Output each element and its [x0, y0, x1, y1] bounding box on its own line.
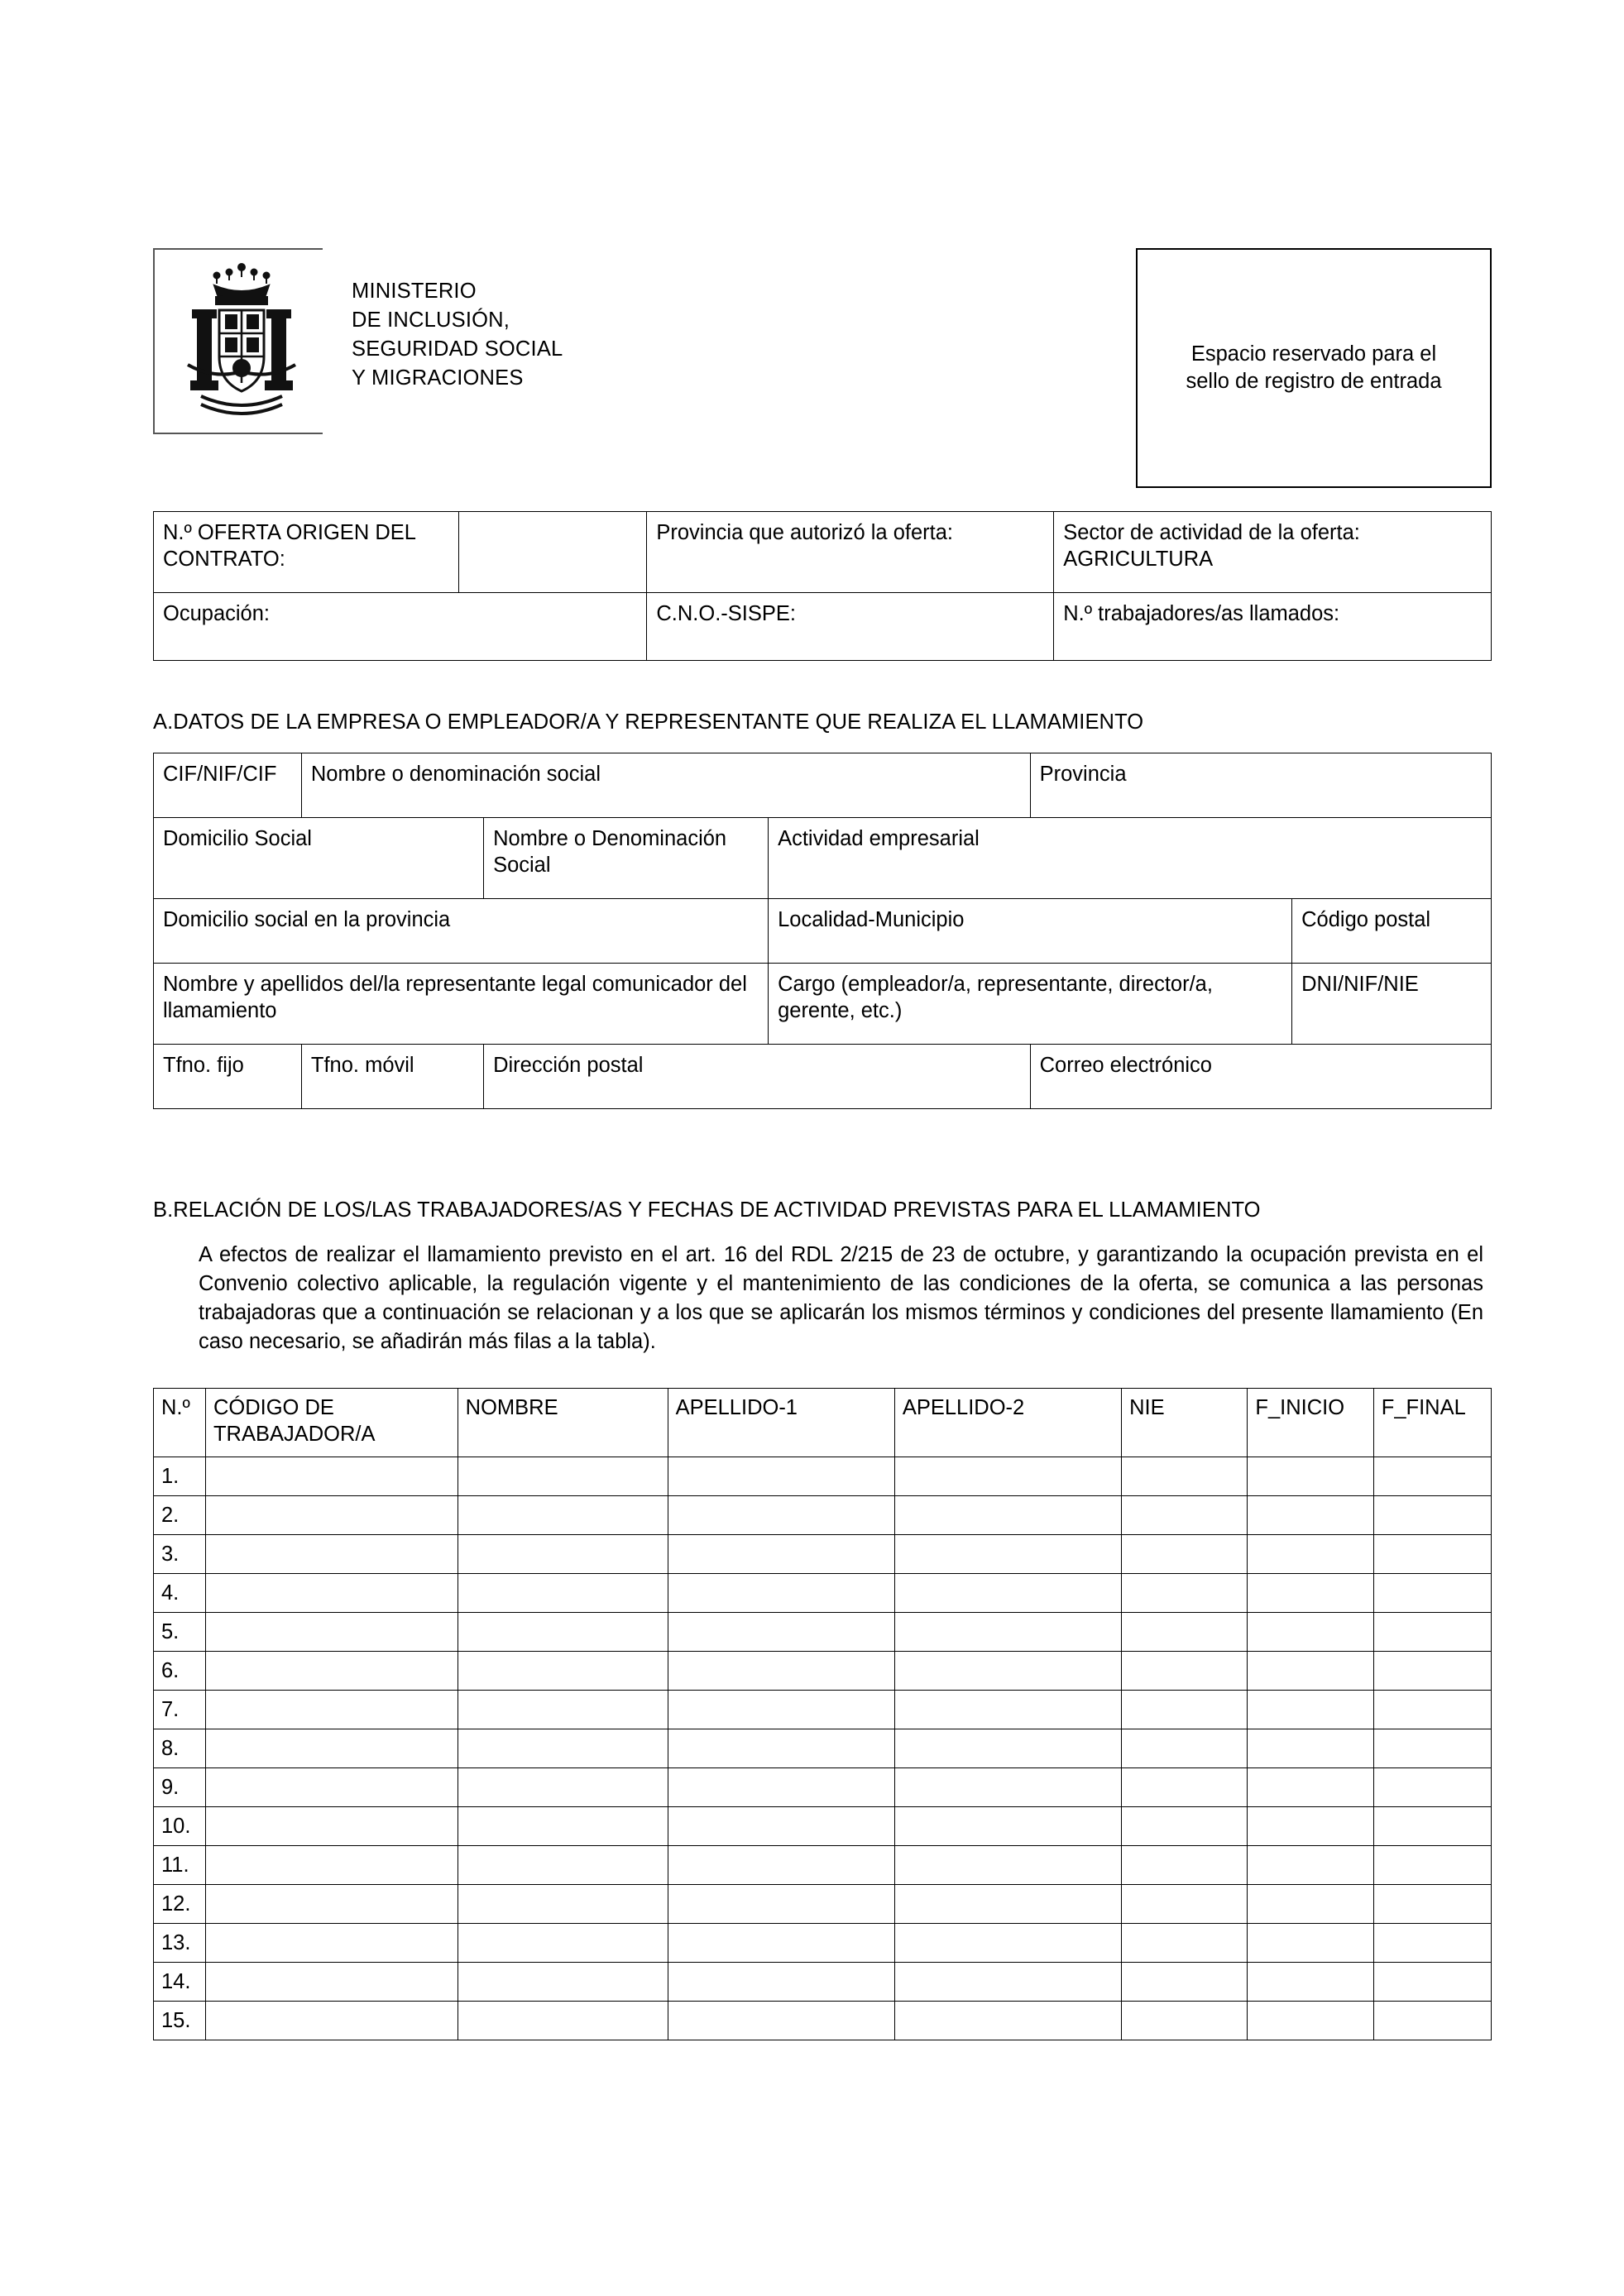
cell-apellido2[interactable] [894, 1846, 1121, 1885]
cno-label[interactable]: C.N.O.-SISPE: [647, 593, 1054, 661]
cell-codigo[interactable] [205, 1846, 457, 1885]
cell-apellido1[interactable] [668, 1885, 894, 1924]
cell-nie[interactable] [1122, 2002, 1248, 2040]
cell-f-inicio[interactable] [1248, 1885, 1373, 1924]
row-number: 5. [154, 1613, 206, 1652]
ministry-line-1: MINISTERIO [352, 280, 477, 303]
cell-f-inicio[interactable] [1248, 1963, 1373, 2002]
company-name-label[interactable]: Nombre o denominación social [301, 753, 1030, 818]
sector-value[interactable]: AGRICULTURA [1063, 548, 1214, 571]
cell-apellido2[interactable] [894, 2002, 1121, 2040]
cell-codigo[interactable] [205, 1885, 457, 1924]
cell-nombre[interactable] [457, 1496, 668, 1535]
col-header-codigo: CÓDIGO DE TRABAJADOR/A [205, 1389, 457, 1457]
cell-apellido1[interactable] [668, 1846, 894, 1885]
cell-f-inicio[interactable] [1248, 1729, 1373, 1768]
cell-apellido2[interactable] [894, 1807, 1121, 1846]
table-row [154, 512, 1492, 593]
col-header-f-inicio: F_INICIO [1248, 1389, 1373, 1457]
document-header [153, 248, 1492, 488]
registry-stamp-box [1136, 248, 1492, 488]
table-row [154, 899, 1492, 964]
cell-f-inicio[interactable] [1248, 1652, 1373, 1691]
cell-f-inicio[interactable] [1248, 1613, 1373, 1652]
cell-codigo[interactable] [205, 1691, 457, 1729]
row-number: 2. [154, 1496, 206, 1535]
cell-nombre[interactable] [457, 1535, 668, 1574]
sector-cell [1054, 512, 1492, 593]
cell-nombre[interactable] [457, 2002, 668, 2040]
row-number: 8. [154, 1729, 206, 1768]
table-row [154, 1768, 1492, 1807]
cell-nie[interactable] [1122, 1924, 1248, 1963]
section-b-title: B.RELACIÓN DE LOS/LAS TRABAJADORES/AS Y FECHAS DE ACTIVIDAD PREVISTAS PARA EL LLAMAMIENTO [153, 1198, 1261, 1222]
ministry-line-3: SEGURIDAD SOCIAL [352, 337, 563, 361]
cell-f-final[interactable] [1373, 1729, 1491, 1768]
stamp-box-line-2: sello de registro de entrada [1186, 370, 1442, 393]
company-data-table [153, 753, 1492, 1109]
table-row [154, 1613, 1492, 1652]
phone-fixed-label[interactable]: Tfno. fijo [154, 1045, 302, 1109]
offer-number-value[interactable] [458, 512, 646, 593]
registered-address-label[interactable]: Domicilio Social [154, 818, 484, 899]
cell-codigo[interactable] [205, 1457, 457, 1496]
cell-apellido1[interactable] [668, 1574, 894, 1613]
table-row [154, 1691, 1492, 1729]
cell-codigo[interactable] [205, 1574, 457, 1613]
postal-address-label[interactable]: Dirección postal [484, 1045, 1031, 1109]
row-number: 11. [154, 1846, 206, 1885]
cell-nie[interactable] [1122, 1691, 1248, 1729]
cell-f-final[interactable] [1373, 1496, 1491, 1535]
cell-apellido1[interactable] [668, 1496, 894, 1535]
cell-apellido2[interactable] [894, 1729, 1121, 1768]
cif-label[interactable]: CIF/NIF/CIF [154, 753, 302, 818]
row-number: 9. [154, 1768, 206, 1807]
cell-nombre[interactable] [457, 1574, 668, 1613]
table-header-row [154, 1389, 1492, 1457]
cell-apellido2[interactable] [894, 1613, 1121, 1652]
cell-nie[interactable] [1122, 1652, 1248, 1691]
cell-f-final[interactable] [1373, 2002, 1491, 2040]
cell-nie[interactable] [1122, 1729, 1248, 1768]
row-number: 10. [154, 1807, 206, 1846]
cell-codigo[interactable] [205, 1924, 457, 1963]
cell-apellido1[interactable] [668, 1729, 894, 1768]
cell-f-final[interactable] [1373, 1691, 1491, 1729]
stamp-box-line-1: Espacio reservado para el [1190, 342, 1437, 366]
cell-nie[interactable] [1122, 1574, 1248, 1613]
cell-codigo[interactable] [205, 1535, 457, 1574]
row-number: 7. [154, 1691, 206, 1729]
col-header-nombre: NOMBRE [457, 1389, 668, 1457]
cell-f-inicio[interactable] [1248, 1924, 1373, 1963]
table-row [154, 1535, 1492, 1574]
cell-apellido1[interactable] [668, 1613, 894, 1652]
row-number: 6. [154, 1652, 206, 1691]
table-row [154, 1496, 1492, 1535]
row-number: 14. [154, 1963, 206, 2002]
table-row [154, 964, 1492, 1045]
cell-f-inicio[interactable] [1248, 1574, 1373, 1613]
spain-coat-of-arms-icon [153, 248, 323, 434]
cell-nie[interactable] [1122, 1807, 1248, 1846]
cell-apellido2[interactable] [894, 1768, 1121, 1807]
locality-label[interactable]: Localidad-Municipio [769, 899, 1292, 964]
cell-apellido2[interactable] [894, 1924, 1121, 1963]
cell-f-inicio[interactable] [1248, 1846, 1373, 1885]
table-row [154, 753, 1492, 818]
col-header-no: N.º [154, 1389, 206, 1457]
table-row [154, 1729, 1492, 1768]
cell-f-final[interactable] [1373, 1535, 1491, 1574]
row-number: 13. [154, 1924, 206, 1963]
col-header-f-final: F_FINAL [1373, 1389, 1491, 1457]
position-label[interactable]: Cargo (empleador/a, representante, director/a, gerente, etc.) [769, 964, 1292, 1045]
cell-f-inicio[interactable] [1248, 2002, 1373, 2040]
row-number: 12. [154, 1885, 206, 1924]
cell-apellido1[interactable] [668, 1652, 894, 1691]
ministry-line-2: DE INCLUSIÓN, [352, 309, 510, 332]
cell-codigo[interactable] [205, 2002, 457, 2040]
ministry-block [153, 248, 563, 434]
dni-label[interactable]: DNI/NIF/NIE [1292, 964, 1492, 1045]
cell-f-inicio[interactable] [1248, 1768, 1373, 1807]
province-label[interactable]: Provincia [1030, 753, 1491, 818]
occupation-label[interactable]: Ocupación: [154, 593, 647, 661]
cell-nombre[interactable] [457, 1807, 668, 1846]
cell-f-inicio[interactable] [1248, 1457, 1373, 1496]
cell-apellido1[interactable] [668, 1924, 894, 1963]
offer-info-table [153, 511, 1492, 661]
cell-f-final[interactable] [1373, 1768, 1491, 1807]
cell-codigo[interactable] [205, 1729, 457, 1768]
cell-f-inicio[interactable] [1248, 1807, 1373, 1846]
section-b-paragraph: A efectos de realizar el llamamiento previsto en el art. 16 del RDL 2/215 de 23 de octubre, y garantizando la ocupación prevista en el Convenio colectivo aplicable, la regulación vigente y el mantenimiento de las condiciones de la oferta, se comunica a las personas trabajadoras que a continuación se relacionan y a los que se aplicarán los mismos términos y condiciones del presente llamamiento (En caso necesario, se añadirán más filas a la tabla). [199, 1243, 1483, 1353]
phone-mobile-label[interactable]: Tfno. móvil [301, 1045, 483, 1109]
cell-apellido1[interactable] [668, 2002, 894, 2040]
col-header-apellido1: APELLIDO-1 [668, 1389, 894, 1457]
table-row [154, 1924, 1492, 1963]
row-number: 1. [154, 1457, 206, 1496]
cell-apellido2[interactable] [894, 1535, 1121, 1574]
table-row [154, 1457, 1492, 1496]
cell-nie[interactable] [1122, 1457, 1248, 1496]
cell-apellido2[interactable] [894, 1691, 1121, 1729]
address-in-province-label[interactable]: Domicilio social en la provincia [154, 899, 769, 964]
cell-f-inicio[interactable] [1248, 1496, 1373, 1535]
cell-f-final[interactable] [1373, 1652, 1491, 1691]
cell-nie[interactable] [1122, 1846, 1248, 1885]
cell-codigo[interactable] [205, 1496, 457, 1535]
cell-f-final[interactable] [1373, 1613, 1491, 1652]
cell-f-final[interactable] [1373, 1807, 1491, 1846]
cell-apellido1[interactable] [668, 1457, 894, 1496]
cell-f-inicio[interactable] [1248, 1535, 1373, 1574]
table-row [154, 1045, 1492, 1109]
cell-apellido2[interactable] [894, 1496, 1121, 1535]
row-number: 4. [154, 1574, 206, 1613]
ministry-line-4: Y MIGRACIONES [352, 366, 524, 390]
table-row [154, 2002, 1492, 2040]
cell-nombre[interactable] [457, 1652, 668, 1691]
cell-nombre[interactable] [457, 1924, 668, 1963]
cell-nombre[interactable] [457, 1457, 668, 1496]
cell-nie[interactable] [1122, 1963, 1248, 2002]
cell-apellido1[interactable] [668, 1807, 894, 1846]
workers-called-label[interactable]: N.º trabajadores/as llamados: [1054, 593, 1492, 661]
cell-nombre[interactable] [457, 1613, 668, 1652]
table-row [154, 1885, 1492, 1924]
table-row [154, 1963, 1492, 2002]
cell-nie[interactable] [1122, 1768, 1248, 1807]
offer-number-label: N.º OFERTA ORIGEN DEL CONTRATO: [154, 512, 459, 593]
table-row [154, 818, 1492, 899]
cell-nombre[interactable] [457, 1885, 668, 1924]
cell-apellido2[interactable] [894, 1963, 1121, 2002]
table-row [154, 1652, 1492, 1691]
cell-f-final[interactable] [1373, 1963, 1491, 2002]
cell-codigo[interactable] [205, 1613, 457, 1652]
section-a-title: A.DATOS DE LA EMPRESA O EMPLEADOR/A Y REPRESENTANTE QUE REALIZA EL LLAMAMIENTO [153, 710, 1144, 734]
cell-apellido1[interactable] [668, 1535, 894, 1574]
sector-label: Sector de actividad de la oferta: [1063, 521, 1360, 544]
workers-table [153, 1388, 1492, 2040]
cell-f-final[interactable] [1373, 1846, 1491, 1885]
cell-nombre[interactable] [457, 1729, 668, 1768]
cell-nie[interactable] [1122, 1613, 1248, 1652]
email-label[interactable]: Correo electrónico [1030, 1045, 1491, 1109]
table-row [154, 1807, 1492, 1846]
cell-nombre[interactable] [457, 1768, 668, 1807]
cell-nie[interactable] [1122, 1885, 1248, 1924]
cell-apellido1[interactable] [668, 1768, 894, 1807]
cell-f-inicio[interactable] [1248, 1691, 1373, 1729]
cell-f-final[interactable] [1373, 1574, 1491, 1613]
cell-codigo[interactable] [205, 1963, 457, 2002]
cell-nie[interactable] [1122, 1496, 1248, 1535]
ministry-name [352, 277, 563, 393]
cell-nie[interactable] [1122, 1535, 1248, 1574]
province-label: Provincia que autorizó la oferta: [647, 512, 1054, 593]
table-row [154, 1574, 1492, 1613]
business-activity-label[interactable]: Actividad empresarial [769, 818, 1492, 899]
col-header-apellido2: APELLIDO-2 [894, 1389, 1121, 1457]
row-number: 15. [154, 2002, 206, 2040]
cell-nombre[interactable] [457, 1691, 668, 1729]
cell-codigo[interactable] [205, 1652, 457, 1691]
col-header-nie: NIE [1122, 1389, 1248, 1457]
postal-code-label[interactable]: Código postal [1292, 899, 1492, 964]
cell-apellido2[interactable] [894, 1885, 1121, 1924]
cell-nombre[interactable] [457, 1846, 668, 1885]
cell-apellido2[interactable] [894, 1457, 1121, 1496]
cell-nombre[interactable] [457, 1963, 668, 2002]
representative-name-label[interactable]: Nombre y apellidos del/la representante legal comunicador del llamamiento [154, 964, 769, 1045]
cell-apellido2[interactable] [894, 1574, 1121, 1613]
row-number: 3. [154, 1535, 206, 1574]
cell-apellido1[interactable] [668, 1691, 894, 1729]
company-name-2-label[interactable]: Nombre o Denominación Social [484, 818, 769, 899]
cell-codigo[interactable] [205, 1807, 457, 1846]
cell-apellido2[interactable] [894, 1652, 1121, 1691]
cell-codigo[interactable] [205, 1768, 457, 1807]
cell-f-final[interactable] [1373, 1885, 1491, 1924]
cell-f-final[interactable] [1373, 1457, 1491, 1496]
table-row [154, 593, 1492, 661]
table-row [154, 1846, 1492, 1885]
cell-f-final[interactable] [1373, 1924, 1491, 1963]
cell-apellido1[interactable] [668, 1963, 894, 2002]
